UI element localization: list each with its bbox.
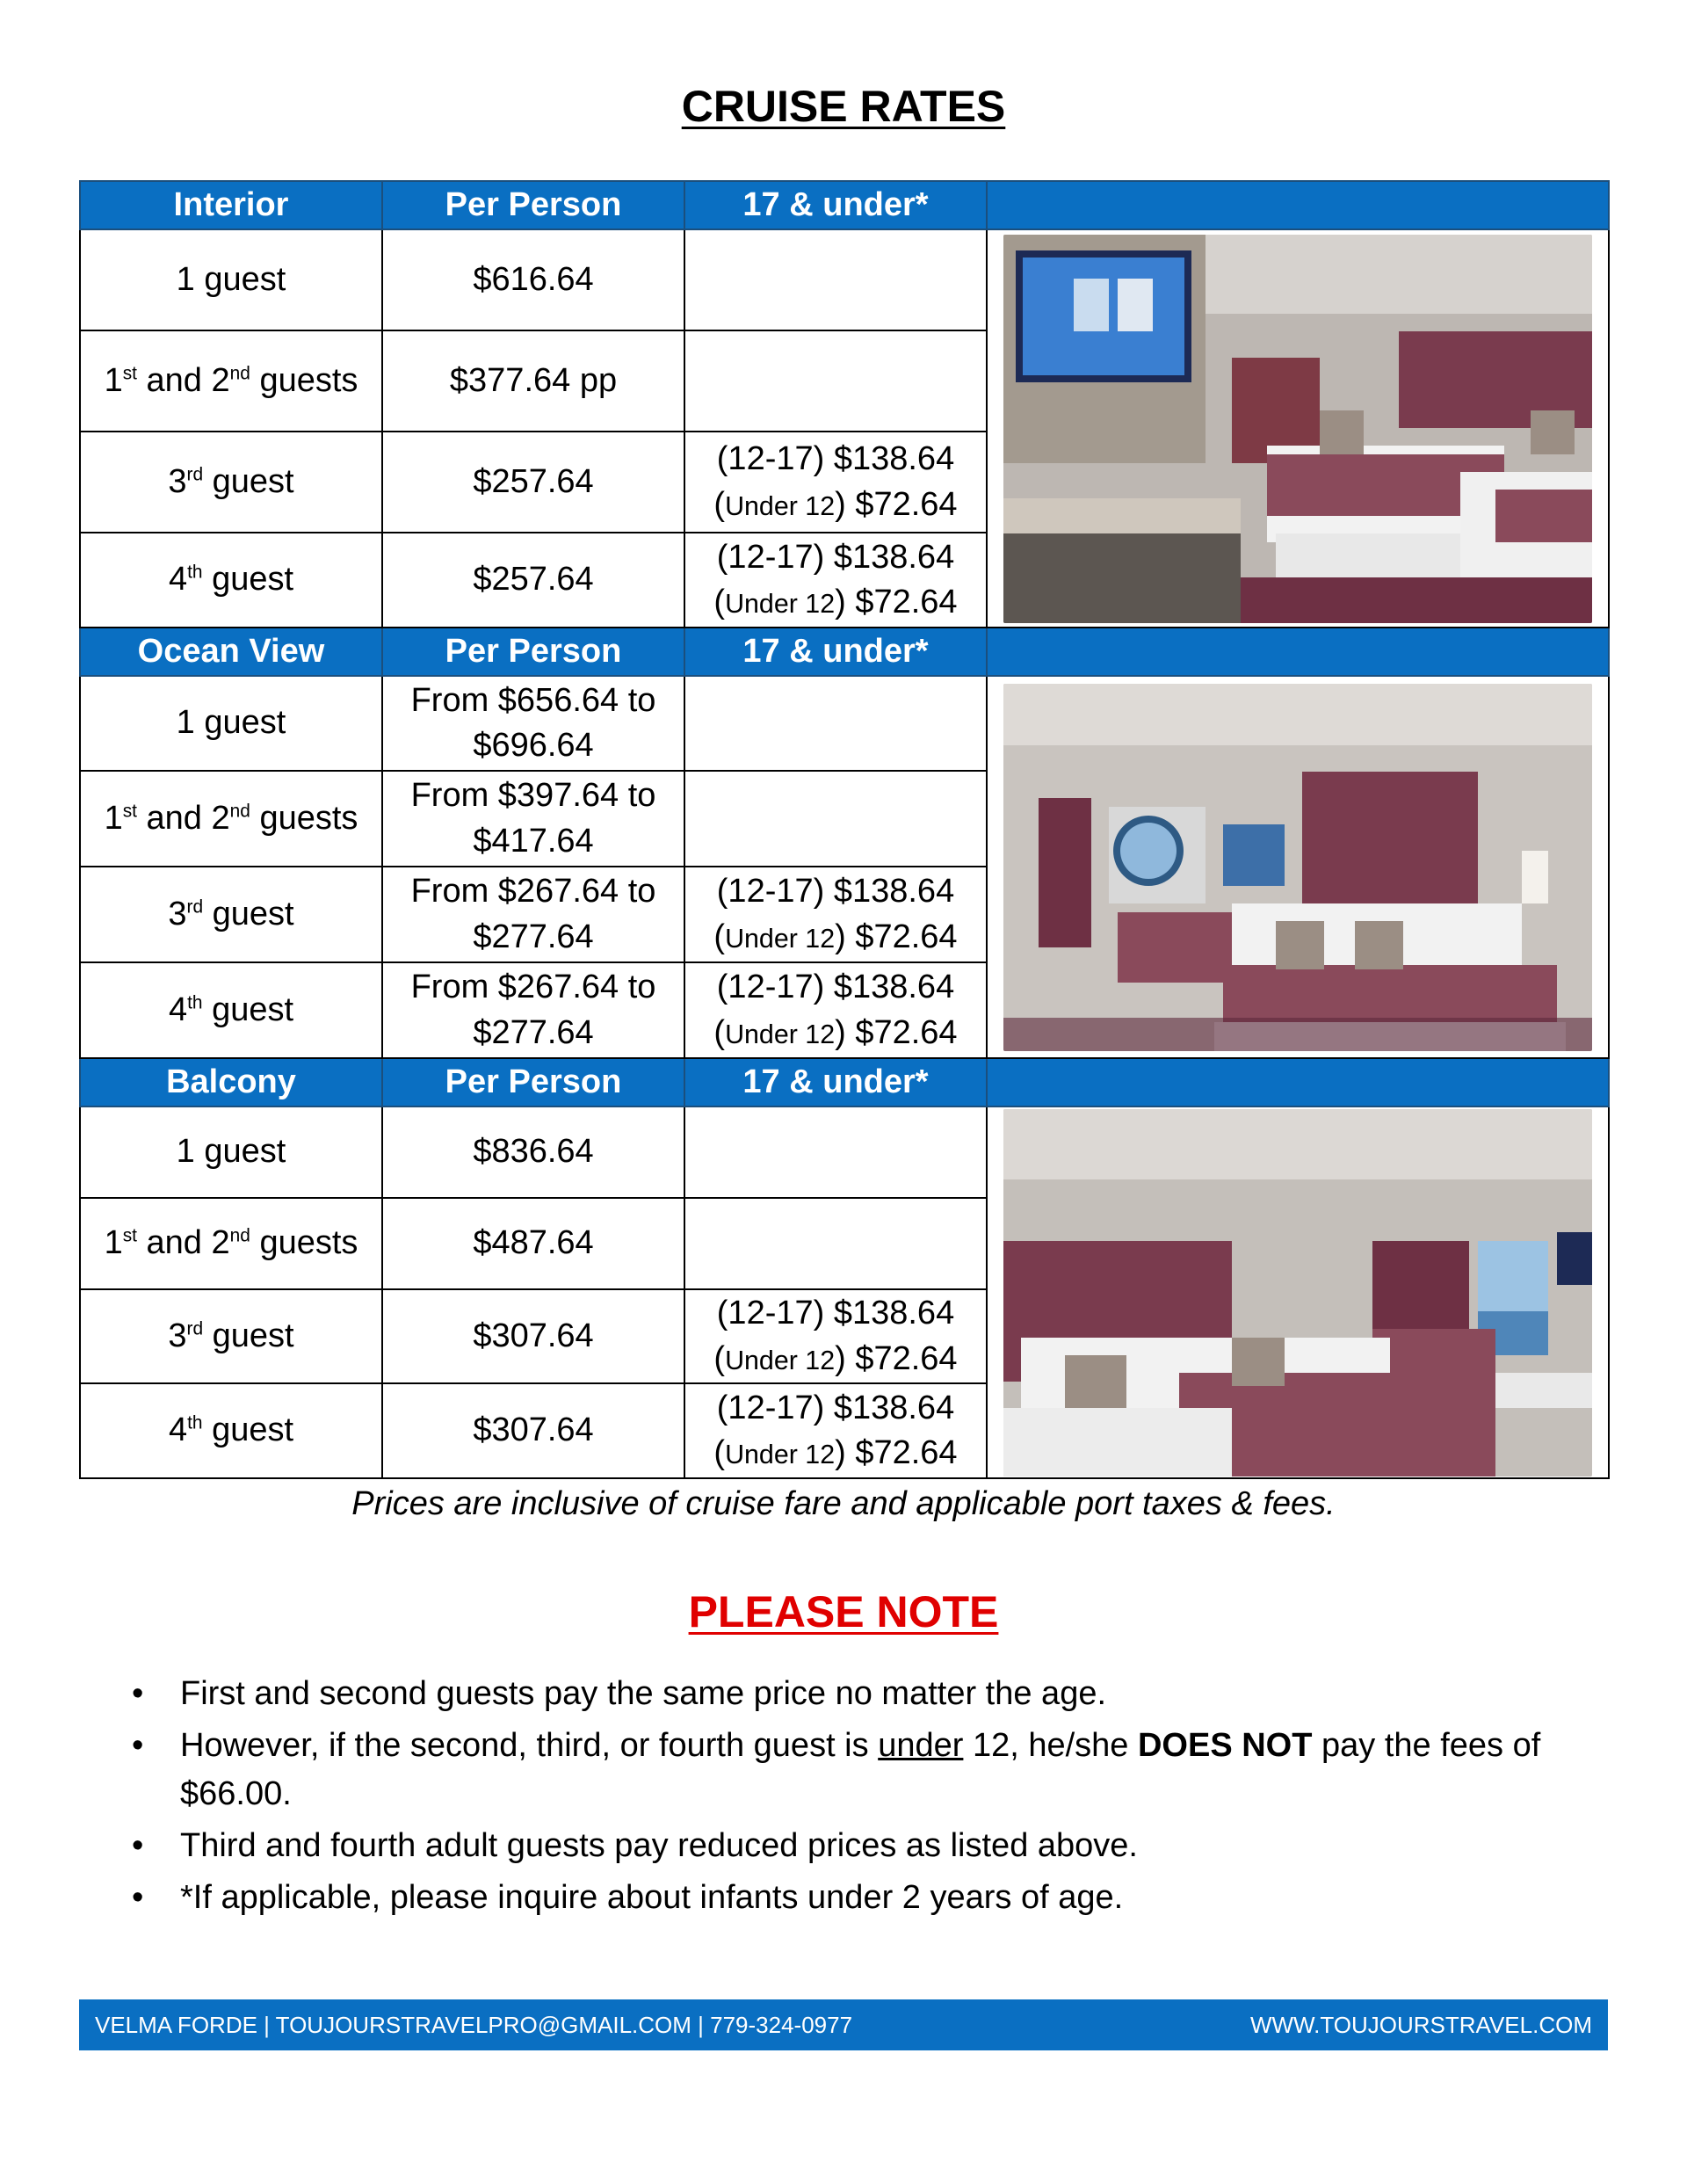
guest-label: 1st and 2nd guests — [80, 1198, 382, 1289]
price: From $267.64 to $277.64 — [382, 962, 684, 1058]
child-price — [684, 330, 987, 432]
guest-label: 1 guest — [80, 229, 382, 330]
guest-label: 3rd guest — [80, 867, 382, 962]
guest-label: 4th guest — [80, 1383, 382, 1478]
price: $616.64 — [382, 229, 684, 330]
child-price: (12-17) $138.64 (Under 12) $72.64 — [684, 1289, 987, 1383]
child-price: (12-17) $138.64 (Under 12) $72.64 — [684, 962, 987, 1058]
col-image — [987, 1058, 1609, 1107]
col-per-person: Per Person — [382, 181, 684, 229]
ocean-view-cabin-photo — [1003, 684, 1592, 1051]
price-footnote: Prices are inclusive of cruise fare and applicable port taxes & fees. — [351, 1485, 1336, 1522]
col-image — [987, 628, 1609, 676]
section-name: Interior — [80, 181, 382, 229]
cabin-image-cell — [987, 676, 1609, 1058]
guest-label: 1st and 2nd guests — [80, 771, 382, 867]
price: $307.64 — [382, 1289, 684, 1383]
price: $487.64 — [382, 1198, 684, 1289]
table-row — [80, 229, 1609, 330]
section-name: Ocean View — [80, 628, 382, 676]
price: From $656.64 to $696.64 — [382, 676, 684, 771]
cabin-image-cell — [987, 229, 1609, 628]
col-image — [987, 181, 1609, 229]
bullet-icon: • — [132, 1827, 144, 1865]
price: $307.64 — [382, 1383, 684, 1478]
interior-cabin-photo — [1003, 235, 1592, 623]
section-header-interior — [80, 181, 1609, 229]
price: $257.64 — [382, 533, 684, 628]
price: $377.64 pp — [382, 330, 684, 432]
price: $257.64 — [382, 432, 684, 533]
guest-label: 3rd guest — [80, 1289, 382, 1383]
cabin-image-cell — [987, 1107, 1609, 1478]
child-price: (12-17) $138.64 (Under 12) $72.64 — [684, 533, 987, 628]
price: From $267.64 to $277.64 — [382, 867, 684, 962]
price: From $397.64 to $417.64 — [382, 771, 684, 867]
bullet-icon: • — [132, 1879, 144, 1917]
col-per-person: Per Person — [382, 628, 684, 676]
balcony-cabin-photo — [1003, 1109, 1592, 1477]
col-under17: 17 & under* — [684, 1058, 987, 1107]
list-item: • However, if the second, third, or fourth guest is under 12, he/she DOES NOT pay the fees of $66.00. — [132, 1722, 1590, 1818]
footer-website[interactable]: WWW.TOUJOURSTRAVEL.COM — [1249, 2011, 1592, 2038]
col-under17: 17 & under* — [684, 628, 987, 676]
child-price — [684, 771, 987, 867]
list-item: • First and second guests pay the same price no matter the age. — [132, 1670, 1590, 1718]
child-price: (12-17) $138.64 (Under 12) $72.64 — [684, 1383, 987, 1478]
guest-label: 1 guest — [80, 1107, 382, 1198]
page-title: CRUISE RATES — [681, 82, 1006, 131]
footer-bar — [79, 1999, 1608, 2050]
bullet-icon: • — [132, 1727, 144, 1765]
guest-label: 1st and 2nd guests — [80, 330, 382, 432]
guest-label: 4th guest — [80, 533, 382, 628]
footer-contact: VELMA FORDE | TOUJOURSTRAVELPRO@GMAIL.COM | 779-324-0977 — [95, 2011, 853, 2038]
child-price — [684, 1198, 987, 1289]
col-per-person: Per Person — [382, 1058, 684, 1107]
child-price: (12-17) $138.64 (Under 12) $72.64 — [684, 432, 987, 533]
child-price — [684, 229, 987, 330]
table-row — [80, 676, 1609, 771]
section-name: Balcony — [80, 1058, 382, 1107]
rates-table — [79, 180, 1610, 1479]
child-price — [684, 1107, 987, 1198]
section-header-ocean-view — [80, 628, 1609, 676]
list-item: • *If applicable, please inquire about infants under 2 years of age. — [132, 1874, 1590, 1922]
list-item: • Third and fourth adult guests pay reduced prices as listed above. — [132, 1822, 1590, 1870]
col-under17: 17 & under* — [684, 181, 987, 229]
table-row — [80, 1107, 1609, 1198]
price: $836.64 — [382, 1107, 684, 1198]
section-header-balcony — [80, 1058, 1609, 1107]
guest-label: 4th guest — [80, 962, 382, 1058]
child-price: (12-17) $138.64 (Under 12) $72.64 — [684, 867, 987, 962]
guest-label: 1 guest — [80, 676, 382, 771]
guest-label: 3rd guest — [80, 432, 382, 533]
please-note-heading: PLEASE NOTE — [688, 1587, 999, 1636]
bullet-icon: • — [132, 1675, 144, 1712]
notes-list — [132, 1670, 1590, 1926]
child-price — [684, 676, 987, 771]
